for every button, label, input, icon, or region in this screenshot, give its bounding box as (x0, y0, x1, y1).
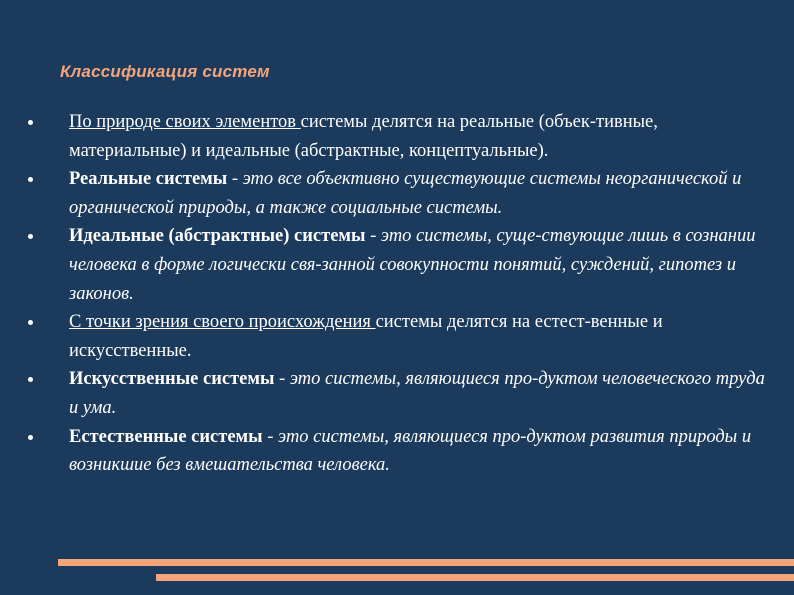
bullet-icon (28, 377, 33, 382)
list-item (28, 222, 778, 308)
slide-title: Классификация систем (60, 62, 270, 81)
bullet-icon (28, 120, 33, 125)
item-text: системы делятся на реальные (объек-тивные, материальные) и идеальные (абстрактные, концептуальные). (69, 112, 658, 161)
item-definition: это все объективно существующие системы неорганической и органической природы, а также социальные системы. (69, 169, 742, 218)
list-item (28, 165, 778, 222)
list-item (28, 365, 778, 422)
bullet-list (28, 108, 778, 480)
item-term: Реальные системы (69, 169, 228, 190)
list-item (28, 423, 778, 480)
item-term: Идеальные (абстрактные) системы (69, 226, 366, 247)
item-definition: это системы, суще-ствующие лишь в сознании человека в форме логически свя-занной совокупности понятий, суждений, гипотез и законов. (69, 226, 756, 304)
item-underlined-lead: С точки зрения своего происхождения (69, 312, 376, 333)
item-term: Естественные системы (69, 426, 263, 447)
item-dash: - (274, 369, 290, 390)
item-underlined-lead: По природе своих элементов (69, 112, 301, 132)
bullet-icon (28, 234, 33, 239)
accent-bar-top (58, 559, 794, 566)
item-dash: - (227, 169, 243, 190)
item-definition: это системы, являющиеся про-дуктом человеческого труда и ума. (69, 369, 765, 418)
list-item (28, 308, 778, 365)
item-dash: - (262, 426, 279, 447)
item-definition: это системы, являющиеся про-дуктом развития природы и возникшие без вмешательства человека. (69, 426, 752, 476)
list-item (28, 108, 778, 165)
bullet-icon (28, 320, 33, 325)
bullet-icon (28, 435, 33, 440)
accent-bar-bottom (156, 574, 794, 581)
item-text: системы делятся на естест-венные и искусственные. (69, 312, 663, 361)
item-term: Искусственные системы (69, 369, 275, 390)
bullet-icon (28, 177, 33, 182)
item-dash: - (365, 226, 381, 247)
